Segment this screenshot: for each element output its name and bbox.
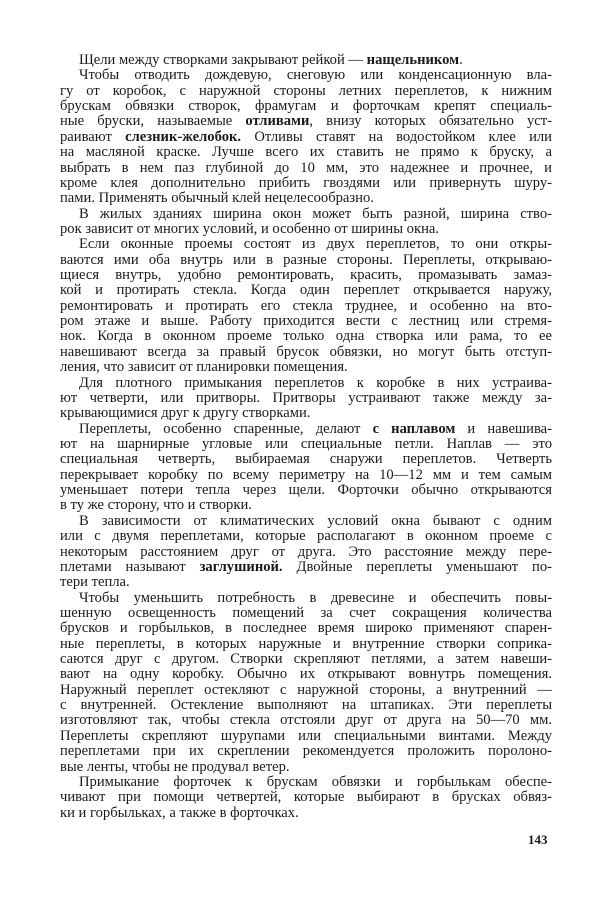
text-line [60, 637, 552, 652]
text-line [60, 713, 552, 728]
text-line [60, 422, 552, 437]
text-segment: или с двумя переплетами, которые располагают в оконном проеме с [60, 529, 552, 545]
paragraph [60, 376, 552, 422]
paragraph [60, 53, 552, 68]
text-line [60, 391, 552, 406]
text-segment: в ту же сторону, что и створки. [60, 498, 252, 514]
text-segment: Если оконные проемы состоят из двух переплетов, то они откры- [79, 237, 552, 253]
text-line [60, 514, 552, 529]
text-segment: В жилых зданиях ширина окон может быть разной, ширина ство- [79, 206, 552, 222]
text-segment: ремонтировать и протирать его стекла труднее, и особенно на вто- [60, 298, 552, 314]
text-segment: тери тепла. [60, 575, 130, 591]
text-line [60, 529, 552, 544]
text-line [60, 775, 552, 790]
text-line [60, 575, 552, 590]
text-line [60, 84, 552, 99]
text-line [60, 207, 552, 222]
text-segment: ные переплеты, в которых наружные и внутренние створки соприка- [60, 636, 552, 652]
text-segment: шенную освещенность помещений за счет сокращения количества [60, 605, 552, 621]
text-line [60, 760, 552, 775]
text-segment: рок зависит от многих условий, и особенно от ширины окна. [60, 221, 440, 237]
text-line [60, 53, 552, 68]
text-segment: раивают [60, 129, 126, 145]
text-segment: кой и протирать стекла. Когда один переплет открывается наружу, [60, 283, 552, 299]
paragraph [60, 514, 552, 591]
text-segment: брусков и горбыльков, в последнее время широко применяют спарен- [60, 621, 552, 637]
bold-term: слезник-желобок. [125, 129, 242, 145]
text-segment: навешивают всегда за правый брусок обвязки, но могут быть отступ- [60, 344, 552, 360]
text-line [60, 268, 552, 283]
text-segment: гу от коробок, с наружной стороны летних переплетов, к нижним [60, 83, 552, 99]
text-segment: ют на шарнирные угловые или специальные петли. Наплав — это [60, 436, 552, 452]
text-segment: Переплеты, особенно спаренные, делают [79, 421, 373, 437]
bold-term: заглушиной. [199, 559, 283, 575]
text-line [60, 314, 552, 329]
text-segment: Отливы ставят на водостойком клее или [241, 129, 552, 145]
text-line [60, 698, 552, 713]
text-line [60, 483, 552, 498]
text-segment: Чтобы уменьшить потребность в древесине и обеспечить повы- [79, 590, 552, 606]
text-segment: изготовляют так, чтобы стекла отстояли друг от друга на 50—70 мм. [60, 713, 552, 729]
text-segment: кроме клея дополнительно прибить гвоздями или привернуть шуру- [60, 175, 552, 191]
text-line [60, 99, 552, 114]
paragraph [60, 775, 552, 821]
paragraph [60, 422, 552, 514]
text-segment: вые ленты, чтобы не продувал ветер. [60, 759, 290, 775]
text-line [60, 345, 552, 360]
text-line [60, 176, 552, 191]
text-segment: выбрать в нем паз глубиной до 10 мм, это надежнее и прочнее, и [60, 160, 552, 176]
text-line [60, 545, 552, 560]
text-line [60, 621, 552, 636]
text-segment: и навешива- [455, 421, 552, 437]
text-segment: ром этаже и выше. Работу приходится вести с лестниц или стремя- [60, 314, 552, 330]
text-line [60, 237, 552, 252]
text-segment: ные бруски, называемые [60, 114, 246, 130]
text-segment: на масляной краске. Лучше всего их ставить не прямо к бруску, а [60, 145, 552, 161]
text-line [60, 498, 552, 513]
text-line [60, 667, 552, 682]
text-segment: специальная четверть, выбираемая снаружи переплетов. Четверть [60, 452, 552, 468]
text-line [60, 468, 552, 483]
text-segment: Наружный переплет остекляют с наружной стороны, а внутренний — [60, 682, 552, 698]
text-line [60, 130, 552, 145]
text-segment: некоторым расстоянием друг от друга. Это расстояние между пере- [60, 544, 552, 560]
text-line [60, 360, 552, 375]
text-line [60, 145, 552, 160]
text-line [60, 283, 552, 298]
text-line [60, 191, 552, 206]
text-segment: перекрывает коробку по всему периметру на 10—12 мм и тем самым [60, 467, 552, 483]
text-line [60, 744, 552, 759]
text-segment: ки и горбыльках, а также в форточках. [60, 805, 299, 821]
text-segment: саются друг с другом. Створки скрепляют петлями, а затем навеши- [60, 652, 552, 668]
text-segment: ваются ими оба внутрь или в разные стороны. Переплеты, открываю- [60, 252, 552, 268]
text-line [60, 406, 552, 421]
text-line [60, 376, 552, 391]
page-number: 143 [528, 832, 548, 847]
text-segment: Двойные переплеты уменьшают по- [282, 559, 552, 575]
text-segment: щиеся внутрь, удобно ремонтировать, красить, промазывать замаз- [60, 268, 552, 284]
text-line [60, 161, 552, 176]
text-segment: . [459, 53, 463, 68]
text-line [60, 437, 552, 452]
text-segment: крывающимися друг к другу створками. [60, 406, 311, 422]
text-line [60, 452, 552, 467]
text-line [60, 68, 552, 83]
paragraph [60, 68, 552, 206]
text-segment: пами. Применять обычный клей нецелесообразно. [60, 191, 374, 207]
text-line [60, 299, 552, 314]
paragraph [60, 237, 552, 375]
page-body-text [60, 53, 552, 821]
text-segment: Щели между створками закрывают рейкой — [79, 53, 367, 68]
text-line [60, 253, 552, 268]
text-segment: уменьшает потери тепла через щели. Форточки обычно открываются [60, 483, 552, 499]
text-line [60, 652, 552, 667]
text-segment: , внизу которых обязательно уст- [309, 114, 552, 130]
text-line [60, 606, 552, 621]
text-line [60, 114, 552, 129]
text-line [60, 329, 552, 344]
bold-term: нащельником [366, 53, 460, 68]
text-segment: Переплеты скрепляют шурупами или специальными винтами. Между [60, 728, 552, 744]
text-line [60, 806, 552, 821]
text-segment: плетами называют [60, 559, 200, 575]
text-line [60, 222, 552, 237]
text-segment: Чтобы отводить дождевую, снеговую или конденсационную вла- [79, 68, 552, 84]
text-segment: вают на одну коробку. Обычно их открывают вовнутрь помещения. [60, 667, 552, 683]
text-segment: нок. Когда в оконном проеме только одна створка или рама, то ее [60, 329, 552, 345]
text-segment: с внутренней. Остекление выполняют на штапиках. Эти переплеты [60, 698, 552, 714]
text-segment: В зависимости от климатических условий окна бывают с одним [79, 513, 552, 529]
bold-term: с наплавом [372, 421, 456, 437]
text-line [60, 790, 552, 805]
text-segment: ления, что зависит от планировки помещения. [60, 360, 348, 376]
bold-term: отливами [245, 114, 310, 130]
paragraph [60, 207, 552, 238]
text-segment: чивают при помощи четвертей, которые выбирают в брусках обвяз- [60, 790, 552, 806]
text-segment: ют четверти, или притворы. Притворы устраивают также между за- [60, 390, 552, 406]
text-line [60, 560, 552, 575]
text-segment: брускам обвязки створок, фрамугам и форточкам крепят специаль- [60, 99, 552, 115]
text-line [60, 683, 552, 698]
text-segment: переплетами при их скреплении рекомендуется проложить поролоно- [60, 744, 552, 760]
text-segment: Примыкание форточек к брускам обвязки и горбылькам обеспе- [79, 774, 552, 790]
text-line [60, 729, 552, 744]
text-segment: Для плотного примыкания переплетов к коробке в них устраива- [79, 375, 552, 391]
text-line [60, 591, 552, 606]
paragraph [60, 591, 552, 775]
